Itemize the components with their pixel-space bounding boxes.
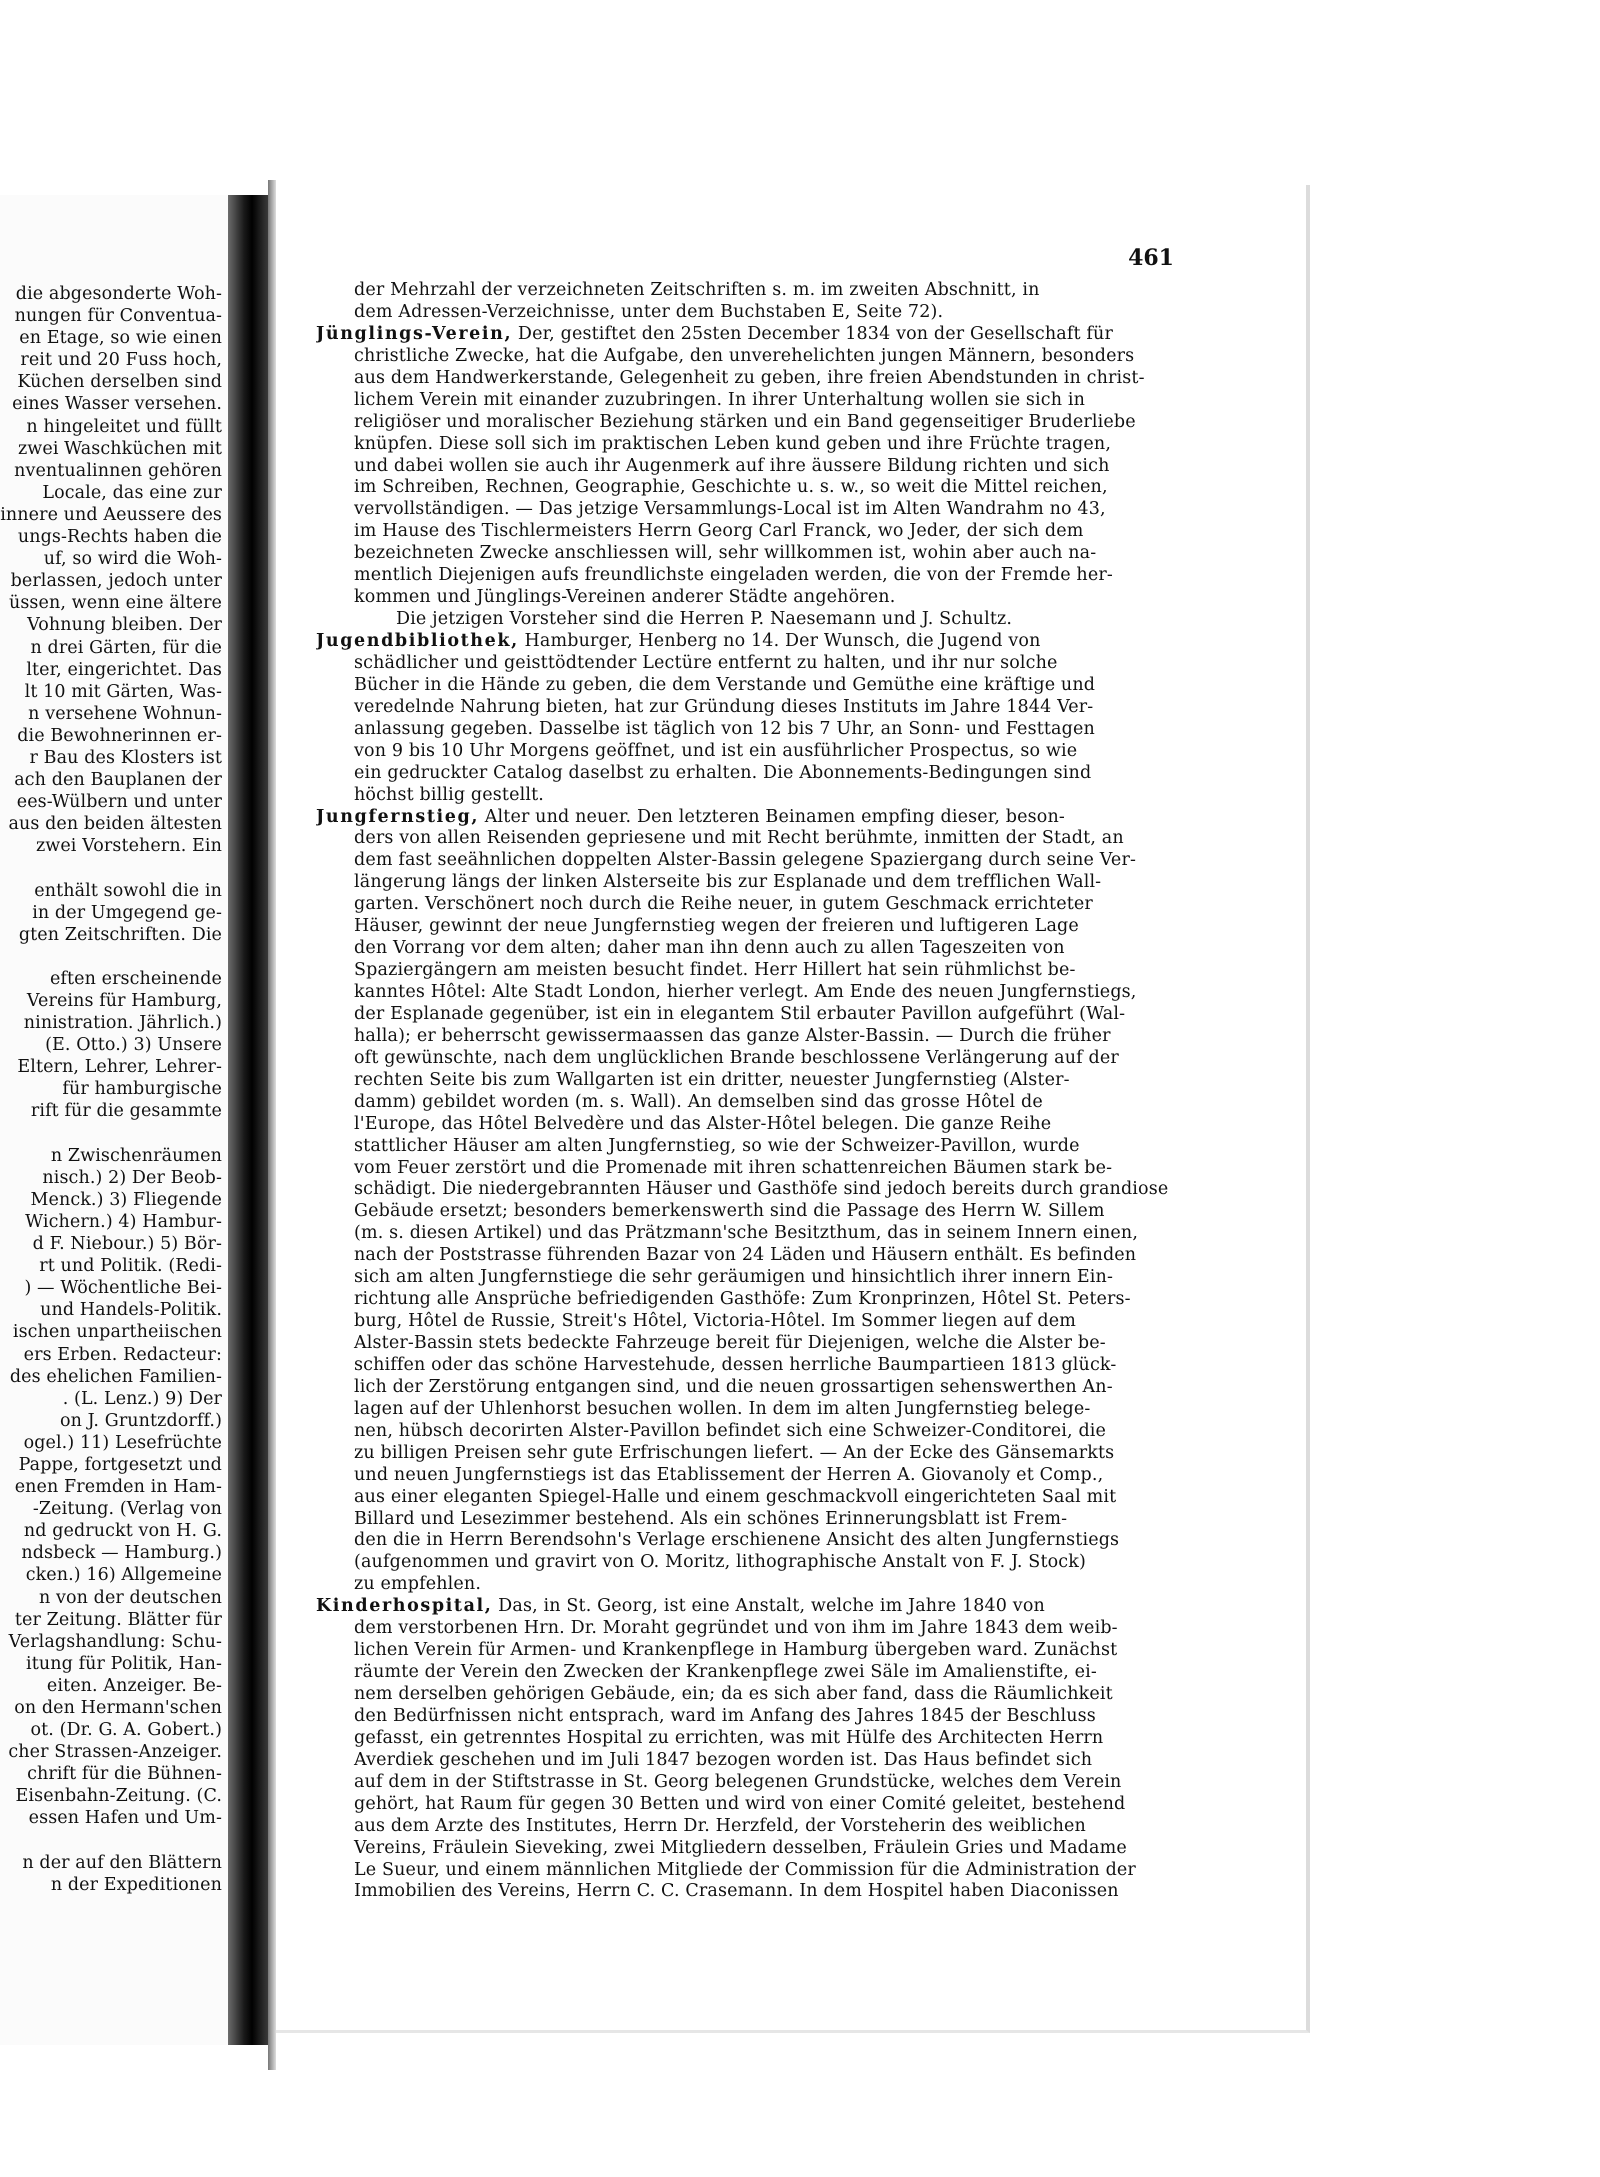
entry-headword-line bbox=[316, 631, 1171, 653]
left-text-line: ungs-Rechts haben die bbox=[17, 527, 222, 548]
text-line bbox=[316, 1070, 1171, 1092]
text-line bbox=[316, 697, 1171, 719]
line-text: aus einer eleganten Spiegel-Halle und einem geschmackvoll eingerichteten Saal mit bbox=[354, 1486, 1117, 1507]
left-text-line: enen Fremden in Ham- bbox=[14, 1477, 222, 1498]
line-text: Immobilien des Vereins, Herrn C. C. Crasemann. In dem Hospitel haben Diaconissen bbox=[354, 1881, 1119, 1902]
entry-headword: Kinderhospital, bbox=[316, 1596, 493, 1617]
text-line bbox=[316, 302, 1171, 324]
left-text-line: Verlagshandlung: Schu- bbox=[8, 1631, 222, 1652]
line-text: den Bedürfnissen nicht entsprach, ward im Anfang des Jahres 1845 der Beschluss bbox=[354, 1705, 1096, 1726]
line-text: kanntes Hôtel: Alte Stadt London, hierher verlegt. Am Ende des neuen Jungfernstiegs, bbox=[354, 982, 1137, 1002]
left-text-line: ers Erben. Redacteur: bbox=[23, 1344, 222, 1365]
line-text: knüpfen. Diese soll sich im praktischen Leben kund geben und ihre Früchte tragen, bbox=[354, 433, 1112, 454]
line-text: der Esplanade gegenüber, ist ein in elegantem Stil erbauter Pavillon aufgeführt (Wal- bbox=[354, 1003, 1126, 1024]
line-text: l'Europe, das Hôtel Belvedère und das Alster-Hôtel belegen. Die ganze Reihe bbox=[354, 1113, 1052, 1134]
text-line bbox=[316, 1618, 1171, 1640]
line-text: Vereins, Fräulein Sieveking, zwei Mitgliedern desselben, Fräulein Gries und Madame bbox=[354, 1837, 1127, 1858]
line-text: christliche Zwecke, hat die Aufgabe, den unverehelichten jungen Männern, besonders bbox=[354, 345, 1135, 366]
line-text: damm) gebildet worden (m. s. Wall). An demselben sind das grosse Hôtel de bbox=[354, 1091, 1043, 1112]
text-line bbox=[316, 499, 1171, 521]
left-text-line bbox=[0, 946, 228, 968]
page-number: 461 bbox=[1128, 245, 1174, 271]
line-text: vervollständigen. — Das jetzige Versammlungs-Local ist im Alten Wandrahm no 43, bbox=[354, 499, 1106, 520]
text-line bbox=[316, 1421, 1171, 1443]
left-text-line: eften erscheinende bbox=[49, 968, 222, 989]
line-text: garten. Verschönert noch durch die Reihe neuer, in gutem Geschmack errichteter bbox=[354, 894, 1093, 915]
line-text: lagen auf der Uhlenhorst besuchen wollen. In dem im alten Jungfernstieg belege- bbox=[354, 1398, 1091, 1419]
text-line bbox=[316, 1267, 1171, 1289]
line-text: sich am alten Jungfernstiege die sehr geräumigen und hinsichtlich ihrer innern Ein- bbox=[354, 1267, 1114, 1288]
line-text: höchst billig gestellt. bbox=[354, 784, 544, 805]
left-text-line bbox=[0, 1123, 228, 1145]
text-line bbox=[316, 1794, 1171, 1816]
left-text-line: on J. Gruntzdorff.) bbox=[59, 1410, 222, 1431]
left-text-line: uf, so wird die Woh- bbox=[43, 549, 222, 570]
left-text-line: n Zwischenräumen bbox=[50, 1145, 222, 1166]
left-text-line: ischen unpartheiischen bbox=[12, 1322, 222, 1343]
text-line bbox=[316, 1179, 1171, 1201]
left-page-fragment bbox=[0, 195, 228, 2045]
line-text: (m. s. diesen Artikel) und das Prätzmann'sche Besitzthum, das in seinem Innern einen, bbox=[354, 1223, 1139, 1244]
left-text-line: nungen für Conventua- bbox=[14, 306, 222, 327]
left-text-line: in der Umgegend ge- bbox=[32, 902, 222, 923]
left-text-line: n der auf den Blättern bbox=[22, 1852, 222, 1873]
text-line bbox=[316, 1684, 1171, 1706]
text-line bbox=[316, 872, 1171, 894]
text-line bbox=[316, 1158, 1171, 1180]
text-line bbox=[316, 1245, 1171, 1267]
line-text: ders von allen Reisenden gepriesene und mit Recht berühmte, inmitten der Stadt, an bbox=[354, 828, 1124, 849]
left-text-line: gten Zeitschriften. Die bbox=[18, 924, 222, 945]
line-text: dem fast seeähnlichen doppelten Alster-Bassin gelegene Spaziergang durch seine Ver- bbox=[354, 850, 1137, 871]
text-line bbox=[316, 609, 1171, 631]
line-text: burg, Hôtel de Russie, Streit's Hôtel, Victoria-Hôtel. Im Sommer liegen auf dem bbox=[354, 1311, 1077, 1332]
text-line bbox=[316, 894, 1171, 916]
left-text-line: Vohnung bleiben. Der bbox=[27, 615, 222, 636]
left-text-line: Eltern, Lehrer, Lehrer- bbox=[17, 1057, 222, 1078]
left-text-line: reit und 20 Fuss hoch, bbox=[20, 350, 222, 371]
text-line bbox=[316, 587, 1171, 609]
text-line bbox=[316, 763, 1171, 785]
line-text: und neuen Jungfernstiegs ist das Etablissement der Herren A. Giovanoly et Comp., bbox=[354, 1464, 1104, 1485]
text-line bbox=[316, 1838, 1171, 1860]
text-line bbox=[316, 982, 1171, 1004]
line-text: nem derselben gehörigen Gebäude, ein; da es sich aber fand, dass die Räumlichkeit bbox=[354, 1684, 1113, 1704]
left-text-line: ninistration. Jährlich.) bbox=[23, 1013, 222, 1034]
left-text-line: innere und Aeussere des bbox=[0, 504, 222, 525]
left-text-line: Küchen derselben sind bbox=[17, 372, 222, 393]
line-text: Billard und Lesezimmer bestehend. Als ein schönes Erinnerungsblatt ist Frem- bbox=[354, 1508, 1068, 1529]
text-line bbox=[316, 477, 1171, 499]
line-text: auf dem in der Stiftstrasse in St. Georg belegenen Grundstücke, welches dem Verein bbox=[354, 1771, 1122, 1792]
line-text: der Mehrzahl der verzeichneten Zeitschriften s. m. im zweiten Abschnitt, in bbox=[354, 280, 1040, 300]
line-text: schädigt. Die niedergebrannten Häuser und Gasthöfe sind jedoch bereits durch grandiose bbox=[354, 1179, 1169, 1200]
left-text-line: die abgesonderte Woh- bbox=[15, 284, 222, 304]
text-line bbox=[316, 456, 1171, 478]
left-text-line: ach den Bauplanen der bbox=[14, 770, 222, 791]
text-line bbox=[316, 543, 1171, 565]
text-line bbox=[316, 521, 1171, 543]
left-text-line: ogel.) 11) Lesefrüchte bbox=[23, 1432, 222, 1453]
left-text-line: rift für die gesammte bbox=[30, 1101, 222, 1122]
line-text: Alter und neuer. Den letzteren Beinamen empfing dieser, beson- bbox=[479, 806, 1065, 827]
left-text-line bbox=[0, 1830, 228, 1852]
left-text-line: ter Zeitung. Blätter für bbox=[14, 1609, 222, 1630]
line-text: schädlicher und geisttödtender Lectüre entfernt zu halten, und ihr nur solche bbox=[354, 652, 1058, 673]
line-text: Hamburger, Henberg no 14. Der Wunsch, die Jugend von bbox=[518, 631, 1041, 651]
left-text-line: n hingeleitet und füllt bbox=[26, 416, 222, 437]
text-line bbox=[316, 1311, 1171, 1333]
right-page-text bbox=[316, 280, 1171, 1903]
line-text: zu empfehlen. bbox=[354, 1574, 482, 1595]
line-text: Le Sueur, und einem männlichen Mitgliede der Commission für die Administration der bbox=[354, 1859, 1136, 1880]
line-text: stattlicher Häuser am alten Jungfernstieg, so wie der Schweizer-Pavillon, wurde bbox=[354, 1135, 1080, 1156]
text-line bbox=[316, 1136, 1171, 1158]
left-text-line: ees-Wülbern und unter bbox=[16, 792, 222, 813]
line-text: nen, hübsch decorirten Alster-Pavillon befindet sich eine Schweizer-Conditorei, die bbox=[354, 1420, 1107, 1441]
text-line bbox=[316, 1487, 1171, 1509]
entry-headword-line bbox=[316, 807, 1171, 829]
text-line bbox=[316, 1772, 1171, 1794]
line-text: gehört, hat Raum für gegen 30 Betten und wird von einer Comité geleitet, bestehend bbox=[354, 1793, 1126, 1814]
text-line bbox=[316, 1860, 1171, 1882]
text-line bbox=[316, 828, 1171, 850]
text-line bbox=[316, 1004, 1171, 1026]
left-text-line: ot. (Dr. G. A. Gobert.) bbox=[30, 1720, 222, 1741]
line-text: nach der Poststrasse führenden Bazar von 24 Läden und Häusern enthält. Es befinden bbox=[354, 1245, 1137, 1266]
text-line bbox=[316, 785, 1171, 807]
text-line bbox=[316, 390, 1171, 412]
text-line bbox=[316, 1816, 1171, 1838]
left-text-line: . (L. Lenz.) 9) Der bbox=[62, 1388, 222, 1409]
line-text: Averdiek geschehen und im Juli 1847 bezogen worden ist. Das Haus befindet sich bbox=[354, 1749, 1093, 1770]
text-line bbox=[316, 1443, 1171, 1465]
text-line bbox=[316, 1201, 1171, 1223]
gutter-shadow bbox=[268, 180, 276, 2070]
left-text-line: lter, eingerichtet. Das bbox=[26, 659, 222, 680]
line-text: dem Adressen-Verzeichnisse, unter dem Buchstaben E, Seite 72). bbox=[354, 301, 944, 322]
text-line bbox=[316, 653, 1171, 675]
left-text-line: chrift für die Bühnen- bbox=[27, 1764, 222, 1785]
left-text-line: d F. Niebour.) 5) Bör- bbox=[32, 1234, 222, 1255]
text-line bbox=[316, 960, 1171, 982]
line-text: im Schreiben, Rechnen, Geographie, Geschichte u. s. w., so weit die Mittel reichen, bbox=[354, 477, 1108, 498]
text-line bbox=[316, 1574, 1171, 1596]
line-text: Das, in St. Georg, ist eine Anstalt, welche im Jahre 1840 von bbox=[492, 1596, 1045, 1617]
text-line bbox=[316, 1465, 1171, 1487]
left-text-line: ndsbeck — Hamburg.) bbox=[21, 1543, 222, 1564]
line-text: Die jetzigen Vorsteher sind die Herren P. Naesemann und J. Schultz. bbox=[396, 609, 1013, 630]
line-text: bezeichneten Zwecke anschliessen will, sehr willkommen ist, wohin aber auch na- bbox=[354, 543, 1097, 564]
line-text: veredelnde Nahrung bieten, hat zur Gründung dieses Instituts im Jahre 1844 Ver- bbox=[354, 696, 1094, 717]
right-page bbox=[276, 185, 1310, 2033]
left-text-line: Pappe, fortgesetzt und bbox=[18, 1454, 222, 1475]
left-text-line: n versehene Wohnun- bbox=[28, 703, 222, 724]
text-line bbox=[316, 1092, 1171, 1114]
line-text: Bücher in die Hände zu geben, die dem Verstande und Gemüthe eine kräftige und bbox=[354, 674, 1096, 695]
text-line bbox=[316, 719, 1171, 741]
left-page-text bbox=[0, 283, 228, 1896]
left-text-line: cken.) 16) Allgemeine bbox=[25, 1565, 222, 1586]
entry-headword: Jugendbibliothek, bbox=[316, 631, 519, 651]
left-text-line: Wichern.) 4) Hambur- bbox=[25, 1211, 222, 1232]
line-text: Häuser, gewinnt der neue Jungfernstieg wegen der freieren und luftigeren Lage bbox=[354, 916, 1079, 937]
left-text-line: Vereins für Hamburg, bbox=[26, 991, 222, 1011]
text-line bbox=[316, 1114, 1171, 1136]
line-text: von 9 bis 10 Uhr Morgens geöffnet, und ist ein ausführlicher Prospectus, so wie bbox=[354, 740, 1078, 761]
left-text-line: ) — Wöchentliche Bei- bbox=[24, 1278, 222, 1299]
line-text: lichen Verein für Armen- und Krankenpflege in Hamburg übergeben ward. Zunächst bbox=[354, 1640, 1118, 1661]
text-line bbox=[316, 565, 1171, 587]
left-text-line: -Zeitung. (Verlag von bbox=[32, 1499, 222, 1520]
text-line bbox=[316, 1289, 1171, 1311]
text-line bbox=[316, 1552, 1171, 1574]
line-text: gefasst, ein getrenntes Hospital zu errichten, was mit Hülfe des Architecten Herrn bbox=[354, 1727, 1104, 1748]
line-text: Gebäude ersetzt; besonders bemerkenswerth sind die Passage des Herrn W. Sillem bbox=[354, 1201, 1105, 1222]
line-text: lichem Verein mit einander zuzubringen. In ihrer Unterhaltung wollen sie sich in bbox=[354, 389, 1086, 410]
line-text: längerung längs der linken Alsterseite bis zur Esplanade und dem trefflichen Wall- bbox=[354, 872, 1102, 893]
text-line bbox=[316, 916, 1171, 938]
line-text: anlassung gegeben. Dasselbe ist täglich von 12 bis 7 Uhr, an Sonn- und Festtagen bbox=[354, 718, 1095, 739]
book-gutter bbox=[228, 195, 268, 2045]
text-line bbox=[316, 412, 1171, 434]
text-line bbox=[316, 434, 1171, 456]
text-line bbox=[316, 368, 1171, 390]
left-text-line: cher Strassen-Anzeiger. bbox=[8, 1742, 222, 1763]
text-line bbox=[316, 1881, 1171, 1903]
line-text: im Hause des Tischlermeisters Herrn Georg Carl Franck, wo Jeder, der sich dem bbox=[354, 521, 1084, 542]
entry-headword-line bbox=[316, 324, 1171, 346]
line-text: und dabei wollen sie auch ihr Augenmerk auf ihre äussere Bildung richten und sich bbox=[354, 455, 1110, 476]
left-text-line: enthält sowohl die in bbox=[34, 880, 222, 901]
left-text-line: Eisenbahn-Zeitung. (C. bbox=[15, 1786, 222, 1807]
left-text-line: n von der deutschen bbox=[38, 1587, 222, 1608]
left-text-line: n drei Gärten, für die bbox=[30, 637, 222, 658]
left-text-line: lt 10 mit Gärten, Was- bbox=[24, 681, 222, 702]
left-text-line bbox=[0, 857, 228, 879]
text-line bbox=[316, 1706, 1171, 1728]
line-text: halla); er beherrscht gewissermaassen das ganze Alster-Bassin. — Durch die früher bbox=[354, 1025, 1111, 1046]
left-text-line: und Handels-Politik. bbox=[40, 1300, 222, 1321]
left-text-line: für hamburgische bbox=[62, 1079, 222, 1100]
line-text: Der, gestiftet den 25sten December 1834 von der Gesellschaft für bbox=[512, 323, 1113, 344]
text-line bbox=[316, 1530, 1171, 1552]
left-text-line: en Etage, so wie einen bbox=[19, 328, 222, 349]
text-line bbox=[316, 1509, 1171, 1531]
entry-headword-line bbox=[316, 1596, 1171, 1618]
text-line bbox=[316, 850, 1171, 872]
text-line bbox=[316, 1640, 1171, 1662]
line-text: schiffen oder das schöne Harvestehude, dessen herrliche Baumpartieen 1813 glück- bbox=[354, 1354, 1117, 1375]
text-line bbox=[316, 1333, 1171, 1355]
left-text-line: die Bewohnerinnen er- bbox=[17, 725, 222, 746]
left-text-line: aus den beiden ältesten bbox=[8, 814, 222, 835]
left-text-line: zwei Vorstehern. Ein bbox=[35, 836, 222, 857]
left-text-line: des ehelichen Familien- bbox=[9, 1366, 222, 1387]
text-line bbox=[316, 1728, 1171, 1750]
line-text: aus dem Handwerkerstande, Gelegenheit zu geben, ihre freien Abendstunden in christ- bbox=[354, 367, 1145, 388]
line-text: mentlich Diejenigen aufs freundlichste eingeladen werden, die von der Fremde her- bbox=[354, 565, 1113, 586]
left-text-line: rt und Politik. (Redi- bbox=[39, 1256, 222, 1277]
line-text: Spaziergängern am meisten besucht findet. Herr Hillert hat sein rühmlichst be- bbox=[354, 960, 1076, 981]
line-text: den Vorrang vor dem alten; daher man ihn denn auch zu allen Tageszeiten von bbox=[354, 938, 1065, 959]
text-line bbox=[316, 1048, 1171, 1070]
text-line bbox=[316, 1377, 1171, 1399]
left-text-line: eines Wasser versehen. bbox=[12, 394, 222, 415]
left-text-line: berlassen, jedoch unter bbox=[10, 571, 222, 592]
left-text-line: Locale, das eine zur bbox=[42, 482, 222, 503]
left-text-line: on den Hermann'schen bbox=[14, 1698, 222, 1718]
line-text: religiöser und moralischer Beziehung stärken und ein Band gegenseitiger Bruderliebe bbox=[354, 411, 1136, 432]
left-text-line: Menck.) 3) Fliegende bbox=[30, 1189, 222, 1210]
left-text-line: r Bau des Klosters ist bbox=[29, 747, 222, 768]
left-text-line: eiten. Anzeiger. Be- bbox=[46, 1675, 222, 1696]
line-text: den die in Herrn Berendsohn's Verlage erschienene Ansicht des alten Jungfernstiegs bbox=[354, 1530, 1120, 1551]
text-line bbox=[316, 1026, 1171, 1048]
line-text: richtung alle Ansprüche befriedigenden Gasthöfe: Zum Kronprinzen, Hôtel St. Peters- bbox=[354, 1289, 1131, 1310]
left-text-line: nventualinnen gehören bbox=[14, 460, 222, 481]
text-line bbox=[316, 1750, 1171, 1772]
line-text: Alster-Bassin stets bedeckte Fahrzeuge bereit für Diejenigen, welche die Alster be- bbox=[354, 1333, 1106, 1353]
line-text: kommen und Jünglings-Vereinen anderer Städte angehören. bbox=[354, 587, 896, 608]
left-text-line: nd gedruckt von H. G. bbox=[23, 1521, 222, 1542]
entry-headword: Jünglings-Verein, bbox=[316, 323, 513, 344]
line-text: aus dem Arzte des Institutes, Herrn Dr. Herzfeld, der Vorsteherin des weiblichen bbox=[354, 1815, 1086, 1836]
line-text: räumte der Verein den Zwecken der Krankenpflege zwei Säle im Amalienstifte, ei- bbox=[354, 1662, 1097, 1683]
text-line bbox=[316, 938, 1171, 960]
line-text: zu billigen Preisen sehr gute Erfrischungen liefert. — An der Ecke des Gänsemarkts bbox=[354, 1442, 1115, 1463]
text-line bbox=[316, 1399, 1171, 1421]
entry-headword: Jungfernstieg, bbox=[316, 806, 480, 827]
line-text: lich der Zerstörung entgangen sind, und die neuen grossartigen sehenswerthen An- bbox=[354, 1376, 1113, 1397]
text-line bbox=[316, 675, 1171, 697]
text-line bbox=[316, 1662, 1171, 1684]
left-text-line: essen Hafen und Um- bbox=[28, 1808, 222, 1829]
text-line bbox=[316, 346, 1171, 368]
line-text: vom Feuer zerstört und die Promenade mit ihren schattenreichen Bäumen stark be- bbox=[354, 1157, 1113, 1178]
text-line bbox=[316, 1223, 1171, 1245]
line-text: ein gedruckter Catalog daselbst zu erhalten. Die Abonnements-Bedingungen sind bbox=[354, 762, 1092, 783]
left-text-line: (E. Otto.) 3) Unsere bbox=[45, 1035, 222, 1056]
text-line bbox=[316, 1355, 1171, 1377]
left-text-line: üssen, wenn eine ältere bbox=[8, 593, 222, 614]
left-text-line: nisch.) 2) Der Beob- bbox=[42, 1167, 222, 1188]
left-text-line: zwei Waschküchen mit bbox=[17, 438, 222, 459]
text-line bbox=[316, 741, 1171, 763]
line-text: (aufgenommen und gravirt von O. Moritz, lithographische Anstalt von F. J. Stock) bbox=[354, 1552, 1086, 1573]
line-text: oft gewünschte, nach dem unglücklichen Brande beschlossene Verlängerung auf der bbox=[354, 1047, 1119, 1068]
text-line bbox=[316, 280, 1171, 302]
left-text-line: n der Expeditionen bbox=[50, 1874, 222, 1895]
line-text: rechten Seite bis zum Wallgarten ist ein dritter, neuester Jungfernstieg (Alster- bbox=[354, 1069, 1070, 1090]
left-text-line: itung für Politik, Han- bbox=[26, 1653, 222, 1674]
line-text: dem verstorbenen Hrn. Dr. Moraht gegründet und von ihm im Jahre 1843 dem weib- bbox=[354, 1618, 1118, 1639]
